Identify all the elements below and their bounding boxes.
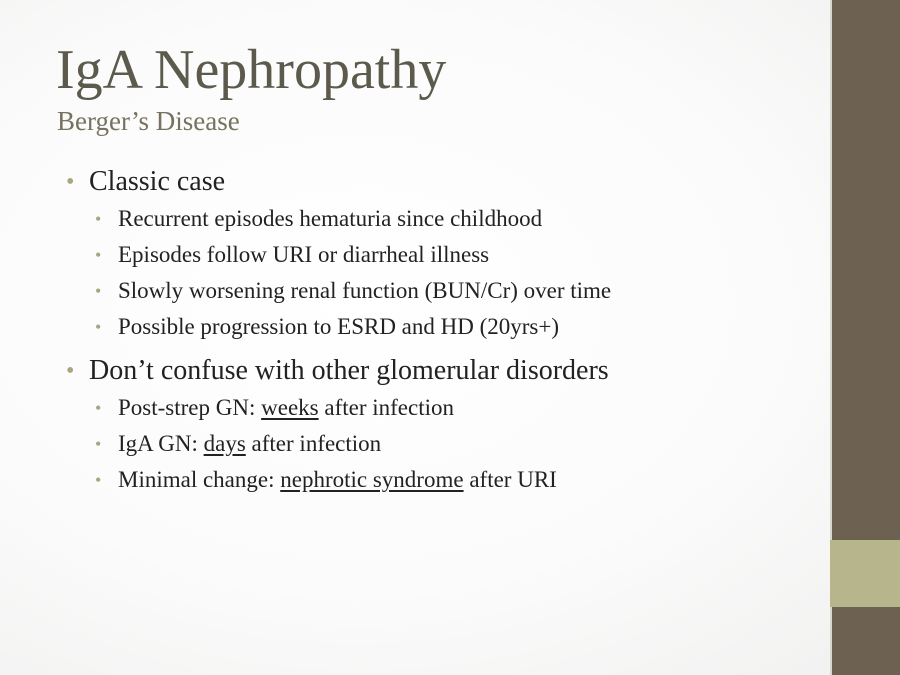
sub-bullet-marker: • [95, 281, 102, 301]
sub-bullet-text-pre: IgA GN: [118, 431, 204, 456]
sub-bullet-underlined: days [203, 431, 246, 456]
sub-bullet-underlined: weeks [261, 395, 319, 420]
sub-bullet-text-post: after infection [318, 395, 454, 420]
bullet-text: Don’t confuse with other glomerular disorders [89, 355, 609, 386]
sub-bullet [66, 309, 816, 345]
bullet-text: Classic case [89, 166, 226, 197]
sub-bullet-underlined: nephrotic syndrome [280, 467, 464, 492]
sub-bullet-text-pre: Minimal change: [118, 467, 281, 492]
bullet-dont-confuse [66, 353, 816, 389]
sub-bullet-text: Recurrent episodes hematuria since childhood [118, 206, 543, 231]
sub-bullet [66, 201, 816, 237]
bullet-classic-case [66, 164, 816, 200]
sub-bullet-marker: • [95, 470, 102, 490]
sub-bullet [66, 273, 816, 309]
sub-bullet-text-post: after infection [245, 431, 382, 456]
sub-bullet [66, 426, 816, 462]
sub-bullet-marker: • [95, 317, 102, 337]
sub-bullet-marker: • [95, 245, 102, 265]
sub-bullet [66, 390, 816, 426]
sub-bullet-marker: • [95, 209, 102, 229]
bullet-marker: • [66, 169, 75, 195]
sub-bullet-text: Possible progression to ESRD and HD (20yrs+) [118, 314, 560, 339]
sub-bullet [66, 462, 816, 498]
sub-bullet [66, 237, 816, 273]
sub-bullet-marker: • [95, 398, 102, 418]
sub-bullet-text: Slowly worsening renal function (BUN/Cr) over time [118, 278, 612, 303]
bullet-marker: • [66, 358, 75, 384]
bullet-list [66, 164, 816, 498]
sub-bullet-text-post: after URI [463, 467, 557, 492]
sub-bullet-text: Episodes follow URI or diarrheal illness [118, 242, 490, 267]
slide-subtitle: Berger’s Disease [57, 106, 240, 136]
sub-bullet-text-pre: Post-strep GN: [118, 395, 262, 420]
sub-bullet-marker: • [95, 434, 102, 454]
sidebar-accent-block [830, 540, 900, 607]
slide-title: IgA Nephropathy [56, 39, 447, 101]
